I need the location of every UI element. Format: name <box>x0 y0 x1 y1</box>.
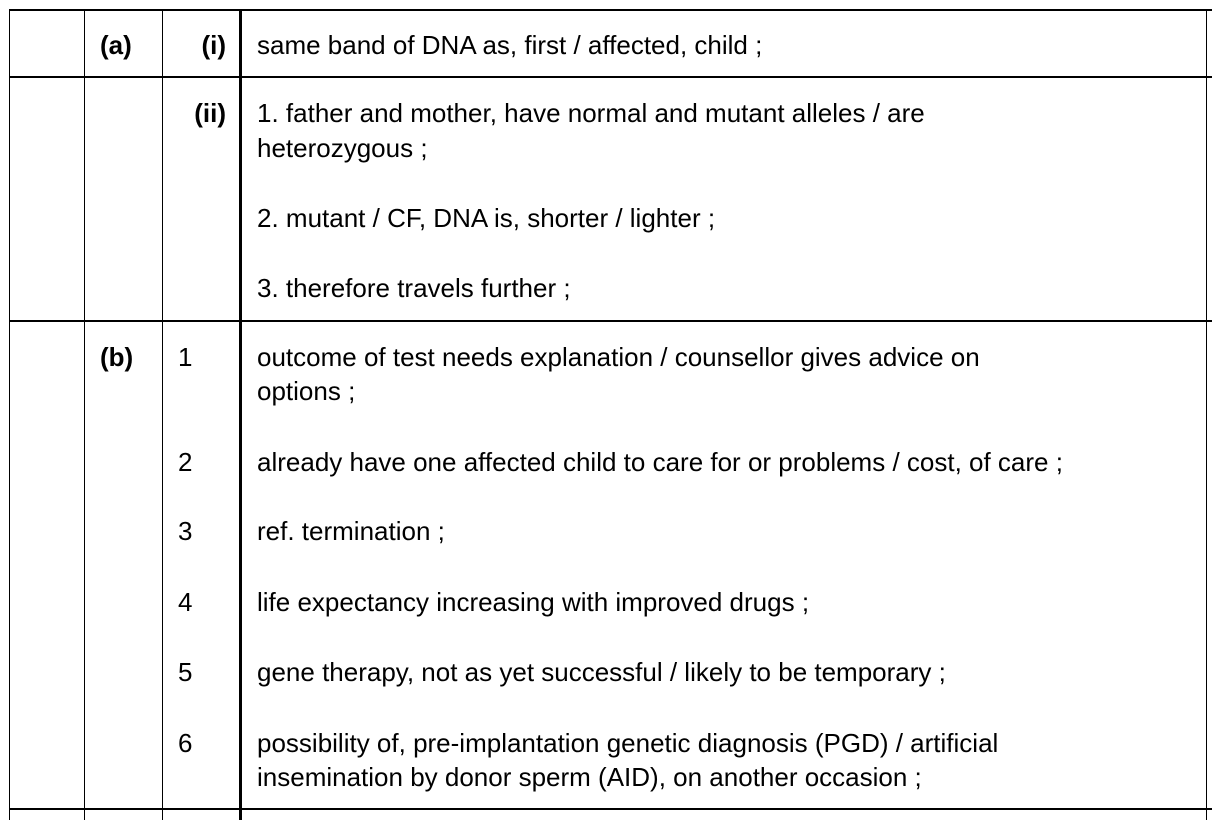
part-b-point-1-number: 1 <box>178 342 193 372</box>
part-b-point-1-line-2: options ; <box>257 376 356 406</box>
sub-ii-point-1-line-2: heterozygous ; <box>257 133 428 163</box>
part-b-point-2: already have one affected child to care for or problems / cost, of care ; <box>257 447 1063 477</box>
part-b-point-3-number: 3 <box>178 516 193 546</box>
sub-ii-point-2: 2. mutant / CF, DNA is, shorter / lighter ; <box>257 203 716 233</box>
column-divider-answer <box>239 9 242 820</box>
column-divider-sub <box>162 9 163 820</box>
sub-i-label: (i) <box>201 30 226 60</box>
part-a-label: (a) <box>100 30 132 60</box>
part-b-point-6-number: 6 <box>178 728 193 758</box>
part-b-point-3: ref. termination ; <box>257 516 445 546</box>
part-b-point-4: life expectancy increasing with improved drugs ; <box>257 587 810 617</box>
part-b-point-5: gene therapy, not as yet successful / likely to be temporary ; <box>257 657 946 687</box>
row-divider-bottom <box>9 808 1212 810</box>
sub-ii-point-3: 3. therefore travels further ; <box>257 273 571 303</box>
row-divider-a-i <box>9 76 1212 78</box>
column-divider-part <box>84 9 85 820</box>
part-b-point-6-line-1: possibility of, pre-implantation genetic diagnosis (PGD) / artificial <box>257 728 999 758</box>
part-b-point-6-line-2: insemination by donor sperm (AID), on another occasion ; <box>257 762 922 792</box>
column-border-right <box>1206 9 1207 820</box>
sub-ii-point-1-line-1: 1. father and mother, have normal and mutant alleles / are <box>257 98 925 128</box>
part-b-point-4-number: 4 <box>178 587 193 617</box>
part-b-point-2-number: 2 <box>178 447 193 477</box>
table-border-top <box>9 9 1212 11</box>
part-b-point-5-number: 5 <box>178 657 193 687</box>
column-border-left <box>9 9 10 820</box>
sub-i-answer: same band of DNA as, first / affected, child ; <box>257 30 763 60</box>
row-divider-a-b <box>9 320 1212 322</box>
part-b-point-1-line-1: outcome of test needs explanation / counsellor gives advice on <box>257 342 980 372</box>
sub-ii-label: (ii) <box>194 98 226 128</box>
part-b-label: (b) <box>100 342 134 372</box>
